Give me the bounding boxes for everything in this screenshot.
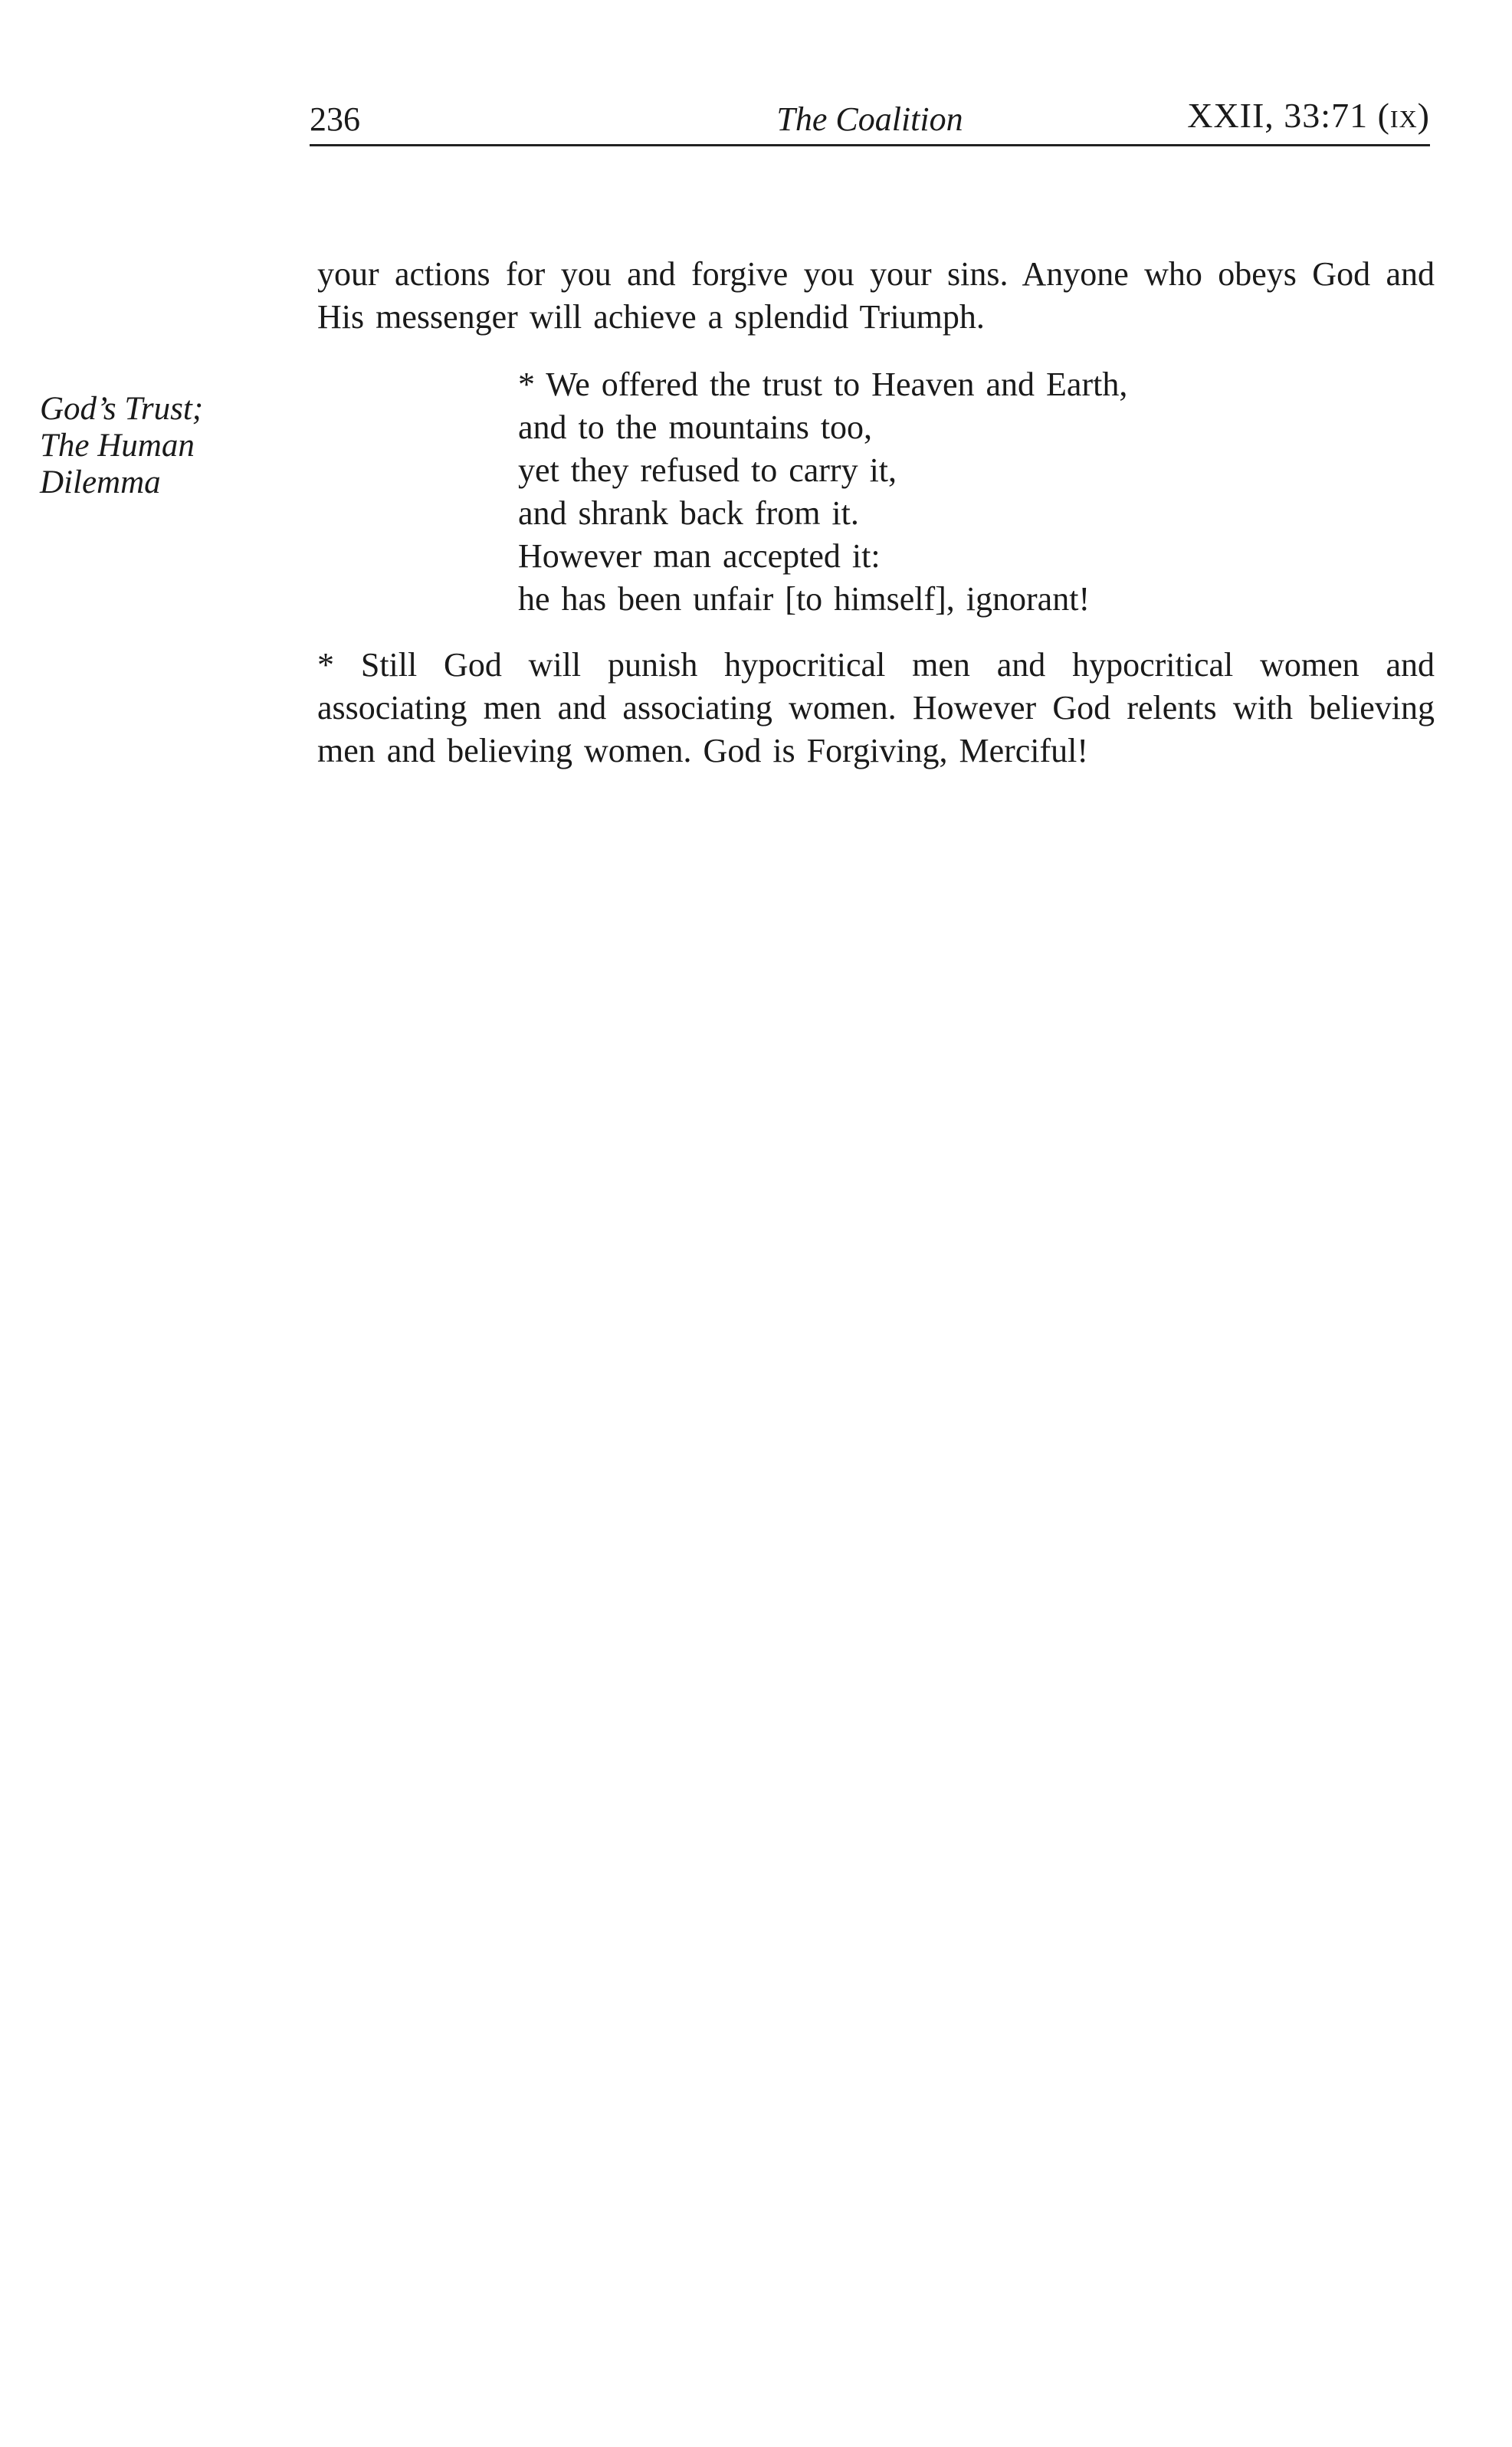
- page-number: 236: [310, 100, 360, 138]
- verse-line: and to the mountains too,: [518, 408, 873, 446]
- chapter-title: The Coalition: [776, 100, 963, 138]
- verse-line: he has been unfair [to himself], ignorant!: [518, 580, 1091, 618]
- verse-reference: [1187, 95, 1430, 136]
- margin-note: [40, 391, 270, 501]
- verse-line: However man accepted it:: [518, 537, 881, 575]
- verse-line: and shrank back from it.: [518, 494, 859, 532]
- running-head: [310, 90, 1430, 146]
- verse-reference-prefix: XXII, 33:71 (: [1187, 96, 1390, 135]
- margin-note-line: Dilemma: [40, 464, 161, 500]
- verse-reference-suffix: ): [1417, 96, 1430, 135]
- verse-line: * We offered the trust to Heaven and Earth,: [518, 366, 1128, 403]
- paragraph: * Still God will punish hypocritical men and hypocritical women and associating men and associating women. However God relents with believing men and believing women. God is Forgiving, Merciful!: [317, 646, 1435, 769]
- verse-block: [518, 363, 1361, 621]
- verse-reference-roman: ix: [1389, 96, 1418, 135]
- margin-note-line: The Human: [40, 428, 195, 464]
- margin-note-line: God’s Trust;: [40, 391, 204, 427]
- verse-line: yet they refused to carry it,: [518, 451, 897, 489]
- paragraph-continued: your actions for you and forgive you your sins. Anyone who obeys God and His messenger will achieve a splendid Triumph.: [317, 255, 1435, 336]
